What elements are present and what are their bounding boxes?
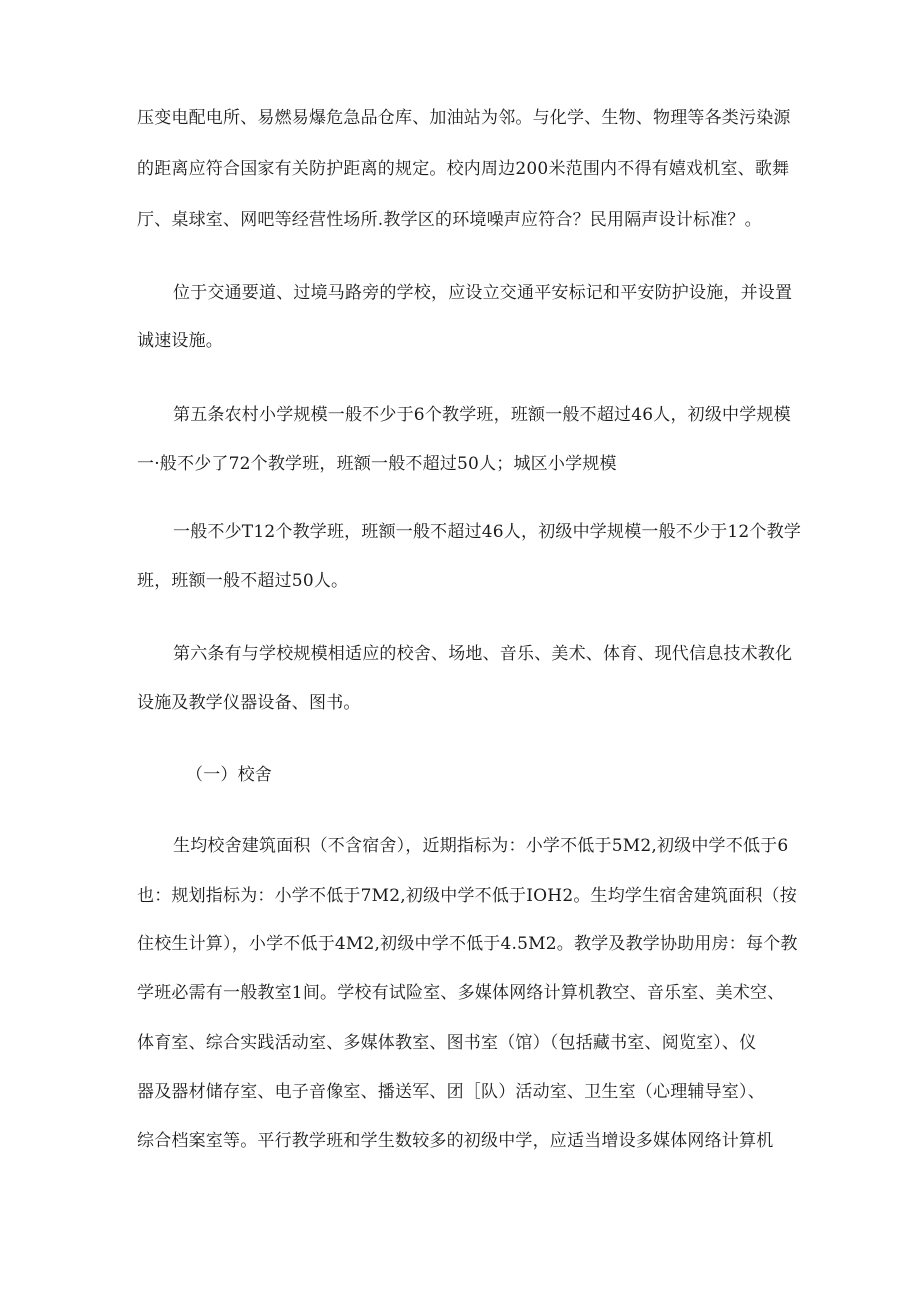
paragraph-3-line-2: 一·般不少了72个教学班，班额一般不超过50人；城区小学规模 (137, 454, 617, 474)
paragraph-4-line-2: 班，班额一般不超过50人。 (137, 571, 349, 591)
paragraph-5-line-1: 第六条有与学校规模相适应的校舍、场地、音乐、美术、体育、现代信息技术教化 (173, 644, 793, 664)
paragraph-7-line-6: 器及器材储存室、电子音像室、播送军、团［队）活动室、卫生室（心理辅导室）、 (137, 1082, 765, 1102)
paragraph-3-line-1: 第五条农村小学规模一般不少于6个教学班，班额一般不超过46人，初级中学规模 (173, 405, 791, 425)
paragraph-7-line-1: 生均校舍建筑面积（不含宿舍），近期指标为：小学不低于5M2,初级中学不低于6 (173, 836, 789, 856)
paragraph-4-line-1: 一般不少T12个教学班，班额一般不超过46人，初级中学规模一般不少于12个教学 (173, 522, 802, 542)
paragraph-1-line-2: 的距离应符合国家有关防护距离的规定。校内周边200米范围内不得有嬉戏机室、歌舞 (137, 159, 790, 179)
paragraph-7-line-5: 体育室、综合实践活动室、多媒体教室、图书室（馆）（包括藏书室、阅览室）、仪 (137, 1033, 757, 1053)
paragraph-7-line-4: 学班必需有一般教室1间。学校有试险室、多媒体网络计算机教空、音乐室、美术空、 (137, 983, 785, 1003)
paragraph-5-line-2: 设施及教学仪器设备、图书。 (137, 693, 361, 713)
paragraph-7-line-3: 住校生计算），小学不低于4M2,初级中学不低于4.5M2。教学及教学协助用房：每个教 (137, 934, 798, 954)
paragraph-2-line-1: 位于交通要道、过境马路旁的学校，应设立交通平安标记和平安防护设施，并设置 (173, 283, 793, 303)
paragraph-1-line-1: 压变电配电所、易燃易爆危急品仓库、加油站为邻。与化学、生物、物理等各类污染源 (137, 108, 791, 128)
paragraph-7-line-2: 也：规划指标为：小学不低于7M2,初级中学不低于IOH2。生均学生宿舍建筑面积（按 (137, 886, 797, 906)
section-heading-school-buildings: （一）校舍 (186, 765, 272, 785)
paragraph-2-line-2: 诚速设施。 (137, 331, 223, 351)
paragraph-7-line-7: 综合档案室等。平行教学班和学生数较多的初级中学，应适当增设多媒体网络计算机 (137, 1131, 774, 1151)
paragraph-1-line-3: 厅、桌球室、网吧等经营性场所.教学区的环境噪声应符合？民用隔声设计标准？。 (137, 210, 762, 230)
